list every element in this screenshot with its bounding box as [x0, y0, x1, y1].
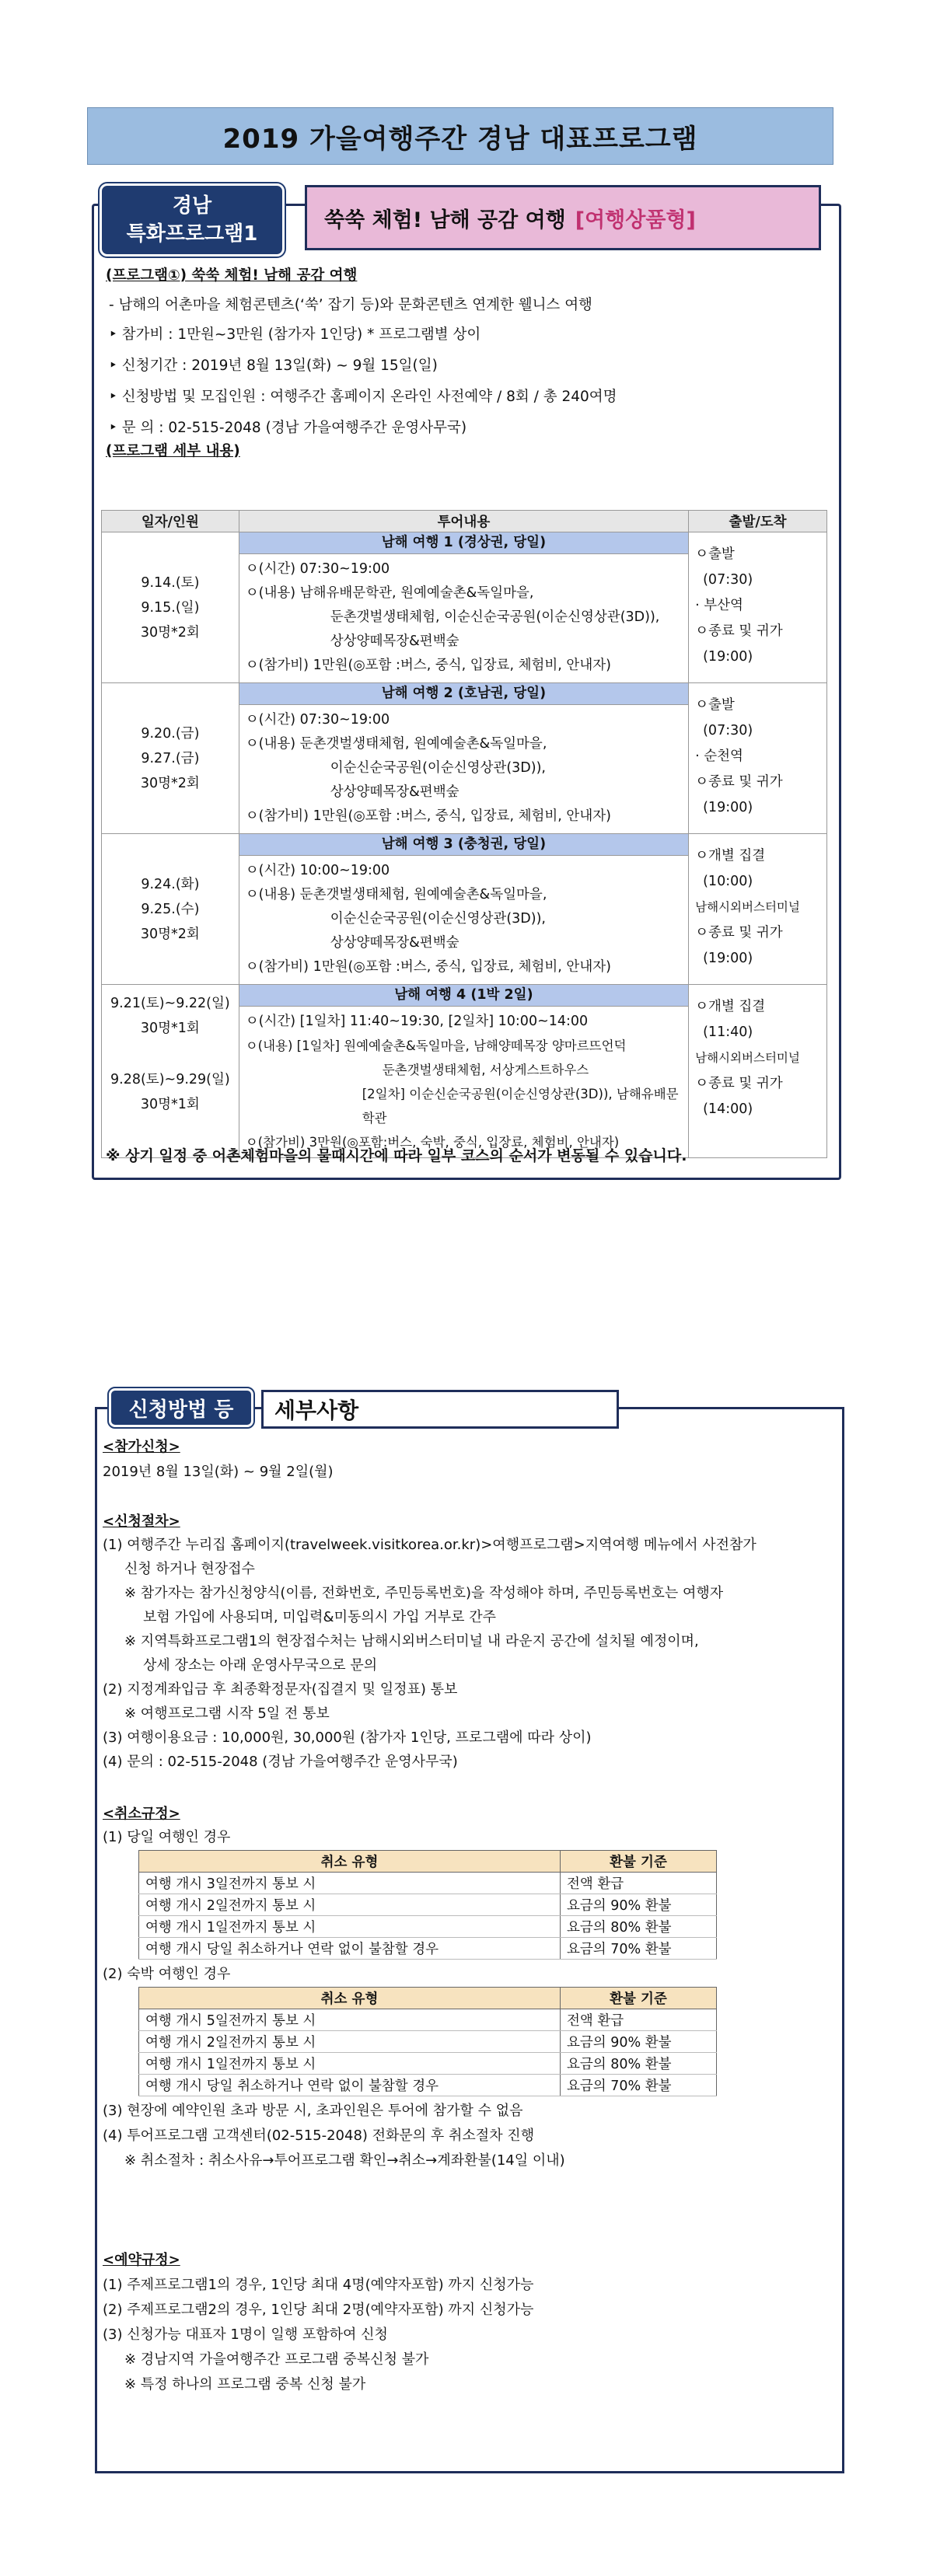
procedure-line: ※ 지역특화프로그램1의 현장접수처는 남해시외버스터미널 내 라운지 공간에 설치될 예정이며,	[124, 1633, 699, 1649]
cancel-type: 여행 개시 2일전까지 통보 시	[139, 2031, 561, 2053]
tour-content: 상상양떼목장&편백숲	[330, 935, 460, 951]
participation-heading: <참가신청>	[103, 1439, 180, 1455]
refund-rule: 요금의 90% 환불	[561, 1894, 717, 1916]
date-line: 9.21(토)~9.22(일)	[110, 996, 230, 1011]
depart-line: (19:00)	[703, 951, 753, 966]
capacity: 30명*1회	[140, 1021, 200, 1036]
procedure-heading: <신청절차>	[103, 1513, 180, 1530]
refund-rule: 전액 환급	[561, 2009, 717, 2031]
tour-cell	[239, 985, 688, 1158]
reservation-line: (3) 신청가능 대표자 1명이 일행 포함하여 신청	[103, 2326, 388, 2343]
table-row	[102, 683, 827, 834]
cancel-note: (4) 투어프로그램 고객센터(02-515-2048) 전화문의 후 취소절차 진행	[103, 2127, 535, 2144]
schedule-notice: ※ 상기 일정 중 어촌체험마을의 물때시간에 따라 일부 코스의 순서가 변동될 수 있습니다.	[106, 1147, 687, 1164]
overnight-label: (2) 숙박 여행인 경우	[103, 1966, 231, 1982]
tour-content: 이순신순국공원(이순신영상관(3D)),	[330, 760, 546, 776]
depart-line: ㅇ종료 및 귀가	[695, 925, 783, 941]
table-row	[139, 1916, 717, 1938]
reservation-line: (2) 주제프로그램2의 경우, 1인당 최대 2명(예약자포함) 까지 신청가능	[103, 2302, 534, 2318]
depart-line: ㅇ종료 및 귀가	[695, 1076, 783, 1091]
capacity: 30명*2회	[140, 926, 200, 942]
depart-line: 남해시외버스터미널	[695, 1051, 800, 1065]
tour-cell	[239, 683, 688, 834]
cancel-heading: <취소규정>	[103, 1806, 180, 1822]
depart-line: ㅇ출발	[695, 697, 735, 713]
tour-title: 남해 여행 3 (충청권, 당일)	[239, 834, 688, 856]
detail-heading: (프로그램 세부 내용)	[106, 443, 240, 459]
depart-cell	[689, 532, 827, 683]
tour-time: ㅇ(시간) 07:30~19:00	[245, 561, 390, 577]
tour-content: 둔촌갯벌생태체험, 이순신순국공원(이순신영상관(3D)),	[330, 609, 660, 625]
tour-content: ㅇ(내용) 남해유배문학관, 원예예술촌&독일마을,	[245, 585, 534, 601]
table-row	[139, 1894, 717, 1916]
tour-time: ㅇ(시간) 07:30~19:00	[245, 712, 390, 728]
depart-line: ㅇ개별 집결	[695, 999, 766, 1014]
header-date: 일자/인원	[102, 511, 239, 532]
date-line: 9.27.(금)	[141, 750, 200, 766]
participation-period: 2019년 8월 13일(화) ~ 9월 2일(월)	[103, 1464, 334, 1480]
refund-rule: 요금의 80% 환불	[561, 1916, 717, 1938]
depart-cell	[689, 985, 827, 1158]
depart-cell	[689, 683, 827, 834]
section-title: 세부사항	[261, 1390, 619, 1429]
region-label-line-2: 특화프로그램1	[126, 222, 258, 246]
header-content: 투어내용	[239, 511, 688, 532]
procedure-line: 보험 가입에 사용되며, 미입력&미동의시 가입 거부로 간주	[143, 1609, 497, 1625]
reservation-heading: <예약규정>	[103, 2252, 180, 2268]
tour-content: ㅇ(내용) [1일차] 원예예술촌&독일마을, 남해양떼목장 양마르뜨언덕	[245, 1038, 627, 1053]
procedure-line: (3) 여행이용요금 : 10,000원, 30,000원 (참가자 1인당, 프로그램에 따라 상이)	[103, 1730, 592, 1746]
depart-line: ㅇ개별 집결	[695, 848, 766, 864]
table-row	[139, 2031, 717, 2053]
depart-line: ㅇ종료 및 귀가	[695, 623, 783, 639]
tour-content: 둔촌갯벌생태체험, 서상게스트하우스	[382, 1063, 589, 1077]
table-row	[139, 1873, 717, 1894]
procedure-line: (2) 지정계좌입금 후 최종확정문자(집결지 및 일정표) 통보	[103, 1681, 458, 1698]
date-line: 9.15.(일)	[141, 599, 200, 616]
cancel-type: 여행 개시 2일전까지 통보 시	[139, 1894, 561, 1916]
table-row	[139, 2053, 717, 2075]
region-label-line-1: 경남	[172, 194, 212, 218]
cancel-type: 여행 개시 1일전까지 통보 시	[139, 2053, 561, 2075]
daytrip-label: (1) 당일 여행인 경우	[103, 1829, 231, 1845]
table-row	[139, 1938, 717, 1960]
refund-header: 환불 기준	[561, 1851, 717, 1873]
procedure-line: ※ 여행프로그램 시작 5일 전 통보	[124, 1705, 330, 1722]
depart-line: ㅇ출발	[695, 546, 735, 562]
cancel-type-header: 취소 유형	[139, 1851, 561, 1873]
capacity: 30명*2회	[140, 775, 200, 791]
tour-content: 상상양떼목장&편백숲	[330, 784, 460, 800]
depart-line: (19:00)	[703, 649, 753, 665]
program-name: 쑥쑥 체험! 남해 공감 여행	[324, 208, 566, 232]
date-line: 9.28(토)~9.29(일)	[110, 1072, 230, 1087]
tour-fee: ㅇ(참가비) 3만원(◎포함:버스, 숙박, 중식, 입장료, 체험비, 안내자)	[245, 1135, 620, 1150]
depart-line: ㅇ종료 및 귀가	[695, 774, 783, 790]
cancel-type: 여행 개시 3일전까지 통보 시	[139, 1873, 561, 1894]
depart-line: (11:40)	[703, 1024, 753, 1040]
tour-fee: ㅇ(참가비) 1만원(◎포함 :버스, 중식, 입장료, 체험비, 안내자)	[245, 808, 611, 824]
table-row	[102, 834, 827, 985]
overview-line: - 남해의 어촌마을 체험콘텐츠(‘쑥’ 잡기 등)와 문화콘텐츠 연계한 웰니스 여행	[109, 297, 592, 313]
capacity: 30명*2회	[140, 624, 200, 641]
tour-content: ㅇ(내용) 둔촌갯벌생태체험, 원예예술촌&독일마을,	[245, 736, 547, 752]
reservation-line: ※ 경남지역 가을여행주간 프로그램 중복신청 불가	[124, 2351, 429, 2368]
depart-line: (07:30)	[703, 572, 753, 588]
table-row	[102, 532, 827, 683]
refund-rule: 요금의 80% 환불	[561, 2053, 717, 2075]
depart-line: (14:00)	[703, 1101, 753, 1117]
procedure-line: 신청 하거나 현장접수	[124, 1561, 255, 1577]
date-cell	[102, 985, 239, 1158]
tour-title: 남해 여행 1 (경상권, 당일)	[239, 532, 688, 554]
date-line: 9.24.(화)	[141, 876, 200, 892]
cancel-type: 여행 개시 5일전까지 통보 시	[139, 2009, 561, 2031]
cancel-type: 여행 개시 당일 취소하거나 연락 없이 불참할 경우	[139, 1938, 561, 1960]
cancel-type: 여행 개시 당일 취소하거나 연락 없이 불참할 경우	[139, 2075, 561, 2096]
tour-content: 상상양떼목장&편백숲	[330, 634, 460, 649]
reservation-line: ※ 특정 하나의 프로그램 중복 신청 불가	[124, 2376, 366, 2393]
tour-title: 남해 여행 2 (호남권, 당일)	[239, 683, 688, 705]
overnight-cancel-table	[138, 1987, 717, 2096]
section-label: 신청방법 등	[109, 1388, 253, 1427]
region-label	[100, 183, 285, 257]
overview-line: ‣ 참가비 : 1만원~3만원 (참가자 1인당) * 프로그램별 상이	[109, 326, 481, 343]
table-row	[139, 2009, 717, 2031]
procedure-line: (1) 여행주간 누리집 홈페이지(travelweek.visitkorea.or.kr)>여행프로그램>지역여행 메뉴에서 사전참가	[103, 1537, 757, 1553]
tour-time: ㅇ(시간) [1일차] 11:40~19:30, [2일차] 10:00~14:00	[245, 1014, 589, 1029]
program-type: [여행상품형]	[575, 208, 696, 232]
tour-cell	[239, 532, 688, 683]
date-line: 9.20.(금)	[141, 725, 200, 742]
cancel-note: ※ 취소절차 : 취소사유→투어프로그램 확인→취소→계좌환불(14일 이내)	[124, 2152, 565, 2169]
cancel-type: 여행 개시 1일전까지 통보 시	[139, 1916, 561, 1938]
refund-rule: 전액 환급	[561, 1873, 717, 1894]
tour-content: 이순신순국공원(이순신영상관(3D)),	[330, 911, 546, 927]
overview-line: ‣ 신청기간 : 2019년 8월 13일(화) ~ 9월 15일(일)	[109, 358, 438, 374]
capacity: 30명*1회	[140, 1097, 200, 1112]
tour-fee: ㅇ(참가비) 1만원(◎포함 :버스, 중식, 입장료, 체험비, 안내자)	[245, 658, 611, 673]
depart-cell	[689, 834, 827, 985]
date-cell	[102, 532, 239, 683]
date-line: 9.25.(수)	[141, 901, 200, 917]
table-row	[139, 2075, 717, 2096]
table-row	[102, 985, 827, 1158]
depart-line: (10:00)	[703, 874, 753, 889]
depart-line: · 순천역	[695, 749, 743, 764]
depart-line: (07:30)	[703, 723, 753, 738]
overview-line: ‣ 신청방법 및 모집인원 : 여행주간 홈페이지 온라인 사전예약 / 8회 / 총 240여명	[109, 389, 617, 405]
tour-content: ㅇ(내용) 둔촌갯벌생태체험, 원예예술촌&독일마을,	[245, 887, 547, 902]
overview-heading: (프로그램①) 쑥쑥 체험! 남해 공감 여행	[106, 267, 358, 284]
tour-time: ㅇ(시간) 10:00~19:00	[245, 863, 390, 878]
overview-line: ‣ 문 의 : 02-515-2048 (경남 가을여행주간 운영사무국)	[109, 420, 467, 436]
tour-fee: ㅇ(참가비) 1만원(◎포함 :버스, 중식, 입장료, 체험비, 안내자)	[245, 959, 611, 975]
header-depart: 출발/도착	[689, 511, 827, 532]
tour-table	[101, 510, 827, 1158]
cancel-type-header: 취소 유형	[139, 1988, 561, 2009]
procedure-line: ※ 참가자는 참가신청양식(이름, 전화번호, 주민등록번호)을 작성해야 하며, 주민등록번호는 여행자	[124, 1585, 724, 1601]
reservation-line: (1) 주제프로그램1의 경우, 1인당 최대 4명(예약자포함) 까지 신청가능	[103, 2277, 534, 2293]
daytrip-cancel-table	[138, 1850, 717, 1960]
depart-line: 남해시외버스터미널	[695, 900, 800, 914]
refund-rule: 요금의 90% 환불	[561, 2031, 717, 2053]
date-cell	[102, 683, 239, 834]
cancel-note: (3) 현장에 예약인원 초과 방문 시, 초과인원은 투어에 참가할 수 없음	[103, 2103, 523, 2119]
depart-line: · 부산역	[695, 598, 743, 613]
tour-table-header	[102, 511, 827, 532]
tour-cell	[239, 834, 688, 985]
procedure-line: 상세 장소는 아래 운영사무국으로 문의	[143, 1657, 378, 1674]
refund-header: 환불 기준	[561, 1988, 717, 2009]
refund-rule: 요금의 70% 환불	[561, 2075, 717, 2096]
page-title: 2019 가을여행주간 경남 대표프로그램	[87, 107, 833, 165]
tour-title: 남해 여행 4 (1박 2일)	[239, 985, 688, 1007]
date-cell	[102, 834, 239, 985]
tour-content: [2일차] 이순신순국공원(이순신영상관(3D)), 남해유배문학관	[362, 1087, 679, 1126]
procedure-line: (4) 문의 : 02-515-2048 (경남 가을여행주간 운영사무국)	[103, 1754, 458, 1770]
program-header	[305, 185, 821, 250]
refund-rule: 요금의 70% 환불	[561, 1938, 717, 1960]
depart-line: (19:00)	[703, 800, 753, 815]
date-line: 9.14.(토)	[141, 574, 200, 591]
